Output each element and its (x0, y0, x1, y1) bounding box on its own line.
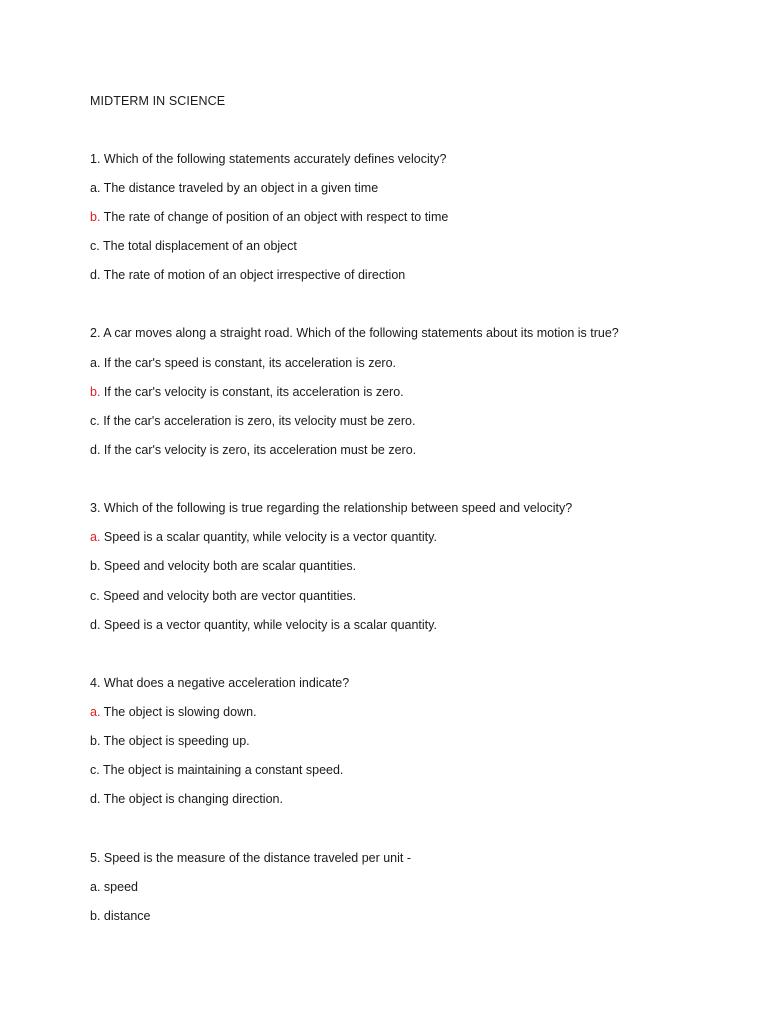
choice-letter: b. (90, 909, 101, 923)
answer-marker: a. (90, 705, 101, 719)
choice-letter: c. (90, 763, 100, 777)
choice-letter: c. (90, 589, 100, 603)
answer-marker: b. (90, 385, 101, 399)
choice-text: Speed is a scalar quantity, while velocity is a vector quantity. (100, 530, 437, 544)
choice-letter: b. (90, 559, 101, 573)
question-2-stem: 2. A car moves along a straight road. Which of the following statements about its motion is true? (90, 326, 619, 340)
question-3-choice-a (90, 529, 437, 546)
choice-text: Speed and velocity both are vector quantities. (99, 589, 357, 603)
choice-text: The object is slowing down. (100, 705, 257, 719)
choice-text: The object is speeding up. (100, 734, 250, 748)
choice-letter: c. (90, 239, 100, 253)
question-1-choice-a (90, 180, 378, 197)
question-2-choice-b (90, 384, 404, 401)
choice-text: The object is changing direction. (100, 792, 283, 806)
choice-letter: d. (90, 443, 101, 457)
question-5-choice-a (90, 879, 138, 896)
choice-letter: a. (90, 356, 101, 370)
question-4-choice-a (90, 704, 257, 721)
question-1-choice-c (90, 238, 297, 255)
answer-marker: b. (90, 210, 101, 224)
choice-text: If the car's velocity is zero, its acceleration must be zero. (100, 443, 417, 457)
question-5-choice-b (90, 908, 150, 925)
question-2-choice-c (90, 413, 415, 430)
choice-text: distance (100, 909, 151, 923)
choice-text: The rate of motion of an object irrespective of direction (100, 268, 406, 282)
choice-text: Speed and velocity both are scalar quantities. (100, 559, 357, 573)
question-3-choice-b (90, 558, 356, 575)
question-3-stem: 3. Which of the following is true regarding the relationship between speed and velocity? (90, 501, 573, 515)
choice-text: The total displacement of an object (99, 239, 297, 253)
choice-letter: d. (90, 618, 101, 632)
answer-marker: a. (90, 530, 101, 544)
choice-text: The distance traveled by an object in a given time (100, 181, 379, 195)
question-3-choice-d (90, 617, 437, 634)
question-2-choice-a (90, 355, 396, 372)
choice-letter: c. (90, 414, 100, 428)
document-title: MIDTERM IN SCIENCE (90, 94, 226, 108)
question-3-choice-c (90, 588, 356, 605)
question-1-choice-d (90, 267, 405, 284)
choice-letter: b. (90, 734, 101, 748)
question-1-choice-b (90, 209, 448, 226)
choice-text: If the car's acceleration is zero, its velocity must be zero. (99, 414, 416, 428)
question-4-stem: 4. What does a negative acceleration indicate? (90, 676, 350, 690)
choice-letter: d. (90, 268, 101, 282)
choice-text: If the car's velocity is constant, its acceleration is zero. (100, 385, 404, 399)
choice-letter: a. (90, 181, 101, 195)
choice-text: The rate of change of position of an object with respect to time (100, 210, 449, 224)
question-1-stem: 1. Which of the following statements accurately defines velocity? (90, 152, 447, 166)
choice-letter: d. (90, 792, 101, 806)
choice-text: If the car's speed is constant, its acceleration is zero. (100, 356, 397, 370)
choice-letter: a. (90, 880, 101, 894)
choice-text: Speed is a vector quantity, while velocity is a scalar quantity. (100, 618, 437, 632)
choice-text: speed (100, 880, 138, 894)
question-2-choice-d (90, 442, 416, 459)
question-4-choice-c (90, 762, 343, 779)
question-4-choice-d (90, 791, 283, 808)
question-5-stem: 5. Speed is the measure of the distance traveled per unit - (90, 851, 412, 865)
choice-text: The object is maintaining a constant speed. (99, 763, 344, 777)
question-4-choice-b (90, 733, 250, 750)
